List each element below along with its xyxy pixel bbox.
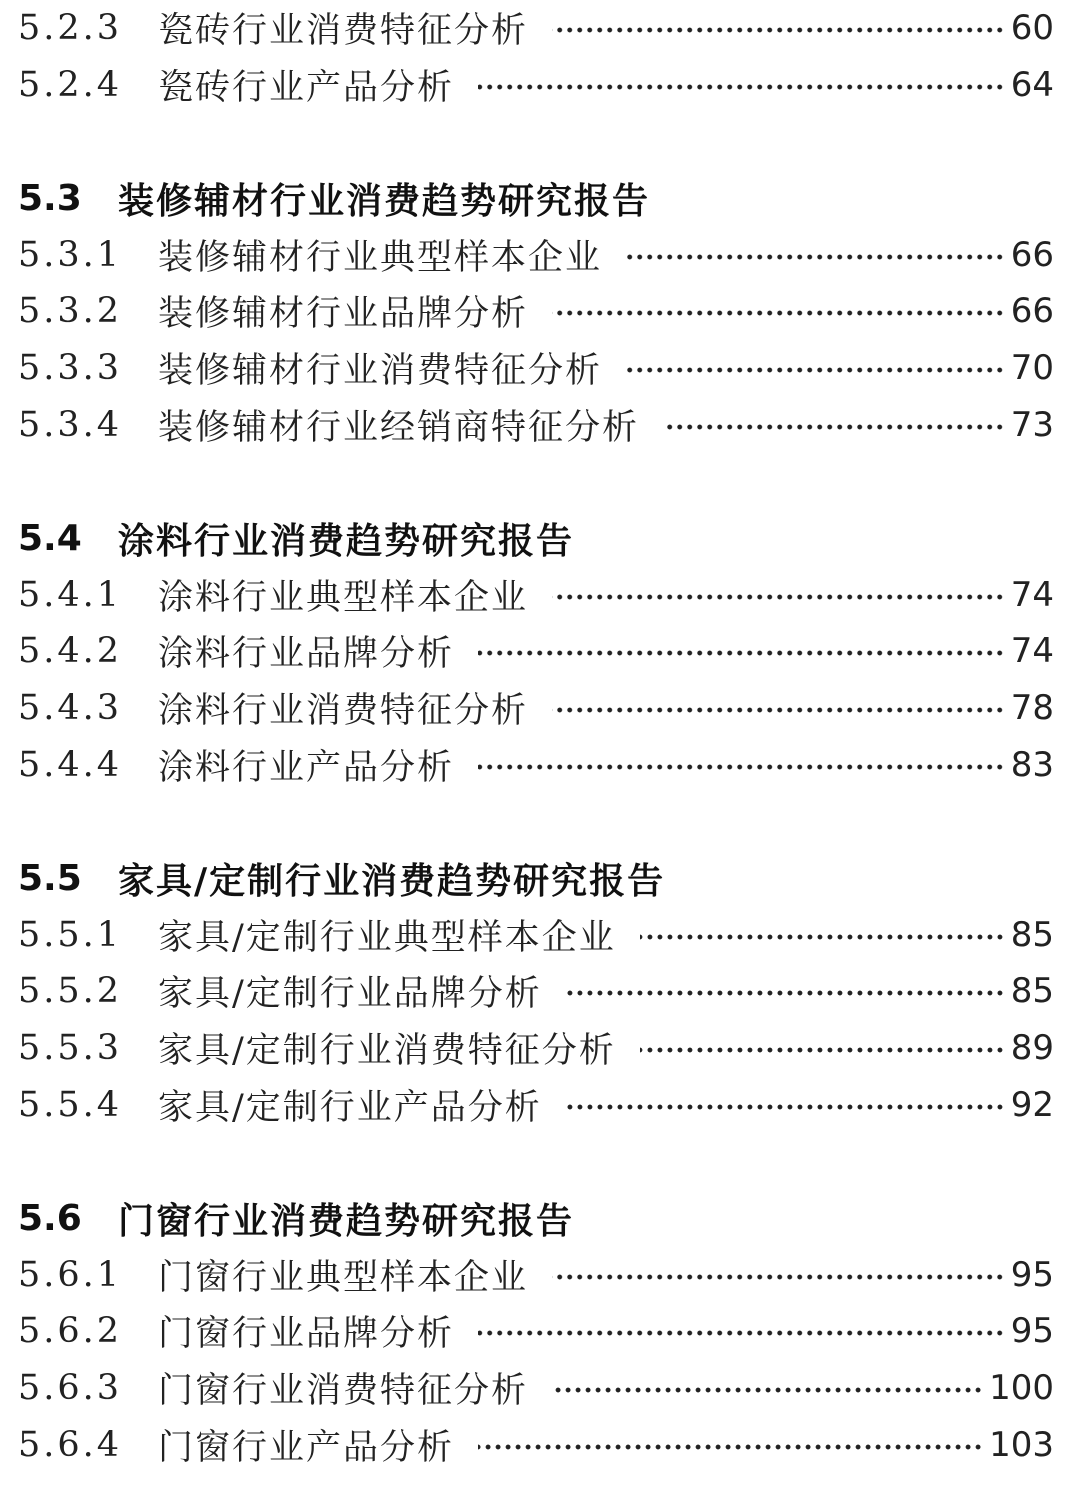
toc-entry[interactable] [18, 0, 1054, 56]
toc-entry-title: 门窗行业产品分析 [158, 1428, 455, 1468]
toc-dot-leader [566, 990, 1005, 996]
toc-entry[interactable] [18, 907, 1054, 963]
toc-entry-number: 5.4.1 [18, 575, 123, 615]
toc-page-number: 95 [1010, 1311, 1054, 1351]
toc-entry-title: 门窗行业消费特征分析 [158, 1371, 529, 1411]
toc-entry-title: 装修辅材行业典型样本企业 [158, 238, 603, 278]
toc-entry-title: 装修辅材行业消费趋势研究报告 [118, 180, 651, 222]
toc-entry-number: 5.3.1 [18, 235, 123, 275]
toc-dot-leader [552, 707, 1005, 713]
toc-entry[interactable] [18, 1360, 1054, 1416]
toc-entry-number: 5.5.3 [18, 1028, 123, 1068]
toc-entry[interactable] [18, 283, 1054, 339]
toc-page-number: 70 [1010, 348, 1054, 388]
toc-dot-leader [552, 27, 1005, 33]
toc-page-number: 66 [1010, 235, 1054, 275]
toc-entry[interactable] [18, 1020, 1054, 1076]
toc-entry[interactable] [18, 1247, 1054, 1303]
toc-entry-number: 5.3.2 [18, 291, 123, 331]
toc-entry-title: 门窗行业典型样本企业 [158, 1258, 529, 1298]
toc-entry-title: 家具/定制行业消费特征分析 [158, 1031, 616, 1071]
toc-entry[interactable] [18, 1303, 1054, 1359]
toc-entry-number: 5.3 [18, 177, 82, 219]
toc-section-heading [18, 170, 1054, 226]
toc-entry-title: 家具/定制行业消费趋势研究报告 [118, 860, 666, 902]
toc-dot-leader [478, 764, 1005, 770]
toc-page-number: 66 [1010, 291, 1054, 331]
toc-entry[interactable] [18, 963, 1054, 1019]
toc-page-number: 64 [1010, 65, 1054, 105]
toc-dot-leader [478, 1444, 983, 1450]
toc-page-number: 100 [989, 1368, 1054, 1408]
toc-page-number: 85 [1010, 915, 1054, 955]
toc-entry-title: 涂料行业消费趋势研究报告 [118, 520, 575, 562]
toc-page-number: 95 [1010, 1255, 1054, 1295]
toc-dot-leader [640, 934, 1005, 940]
toc-entry[interactable] [18, 567, 1054, 623]
toc-entry-number: 5.3.4 [18, 405, 123, 445]
toc-entry-number: 5.5.4 [18, 1085, 123, 1125]
toc-dot-leader [478, 650, 1005, 656]
toc-page-number: 73 [1010, 405, 1054, 445]
toc-dot-leader [478, 84, 1005, 90]
toc-entry-title: 涂料行业典型样本企业 [158, 578, 529, 618]
toc-entry-title: 家具/定制行业典型样本企业 [158, 918, 616, 958]
toc-entry[interactable] [18, 397, 1054, 453]
toc-entry-number: 5.6.4 [18, 1425, 123, 1465]
toc-entry-title: 瓷砖行业消费特征分析 [158, 11, 529, 51]
toc-entry-number: 5.4.2 [18, 631, 123, 671]
toc-dot-leader [552, 1387, 983, 1393]
toc-entry-title: 家具/定制行业品牌分析 [158, 974, 542, 1014]
toc-dot-leader [566, 1104, 1005, 1110]
toc-section-heading [18, 850, 1054, 906]
toc-page-number: 74 [1010, 575, 1054, 615]
toc-entry[interactable] [18, 623, 1054, 679]
toc-page-number: 92 [1010, 1085, 1054, 1125]
toc-entry[interactable] [18, 1077, 1054, 1133]
toc-entry-title: 装修辅材行业品牌分析 [158, 294, 529, 334]
toc-entry-number: 5.3.3 [18, 348, 123, 388]
toc-entry-number: 5.2.4 [18, 65, 123, 105]
toc-dot-leader [478, 1330, 1005, 1336]
toc-dot-leader [626, 367, 1005, 373]
toc-section-heading [18, 510, 1054, 566]
toc-dot-leader [640, 1047, 1005, 1053]
toc-page-number: 60 [1010, 8, 1054, 48]
toc-entry[interactable] [18, 1417, 1054, 1473]
toc-dot-leader [552, 1274, 1005, 1280]
toc-page-number: 103 [989, 1425, 1054, 1465]
toc-entry-title: 瓷砖行业产品分析 [158, 68, 455, 108]
toc-entry[interactable] [18, 680, 1054, 736]
toc-dot-leader [663, 424, 1005, 430]
toc-dot-leader [552, 594, 1005, 600]
toc-entry-title: 门窗行业消费趋势研究报告 [118, 1200, 575, 1242]
toc-entry[interactable] [18, 737, 1054, 793]
toc-entry[interactable] [18, 57, 1054, 113]
toc-entry-number: 5.4 [18, 517, 82, 559]
toc-page-number: 74 [1010, 631, 1054, 671]
toc-entry[interactable] [18, 340, 1054, 396]
toc-section-heading [18, 1190, 1054, 1246]
toc-entry-title: 门窗行业品牌分析 [158, 1314, 455, 1354]
toc-entry-number: 5.6.1 [18, 1255, 123, 1295]
toc-page-number: 89 [1010, 1028, 1054, 1068]
toc-entry-number: 5.4.4 [18, 745, 123, 785]
toc-dot-leader [626, 254, 1005, 260]
toc-entry-number: 5.5.1 [18, 915, 123, 955]
toc-page-number: 85 [1010, 971, 1054, 1011]
toc-entry-title: 涂料行业产品分析 [158, 748, 455, 788]
toc-entry[interactable] [18, 227, 1054, 283]
toc-entry-number: 5.5 [18, 857, 82, 899]
toc-dot-leader [552, 310, 1005, 316]
toc-entry-number: 5.5.2 [18, 971, 123, 1011]
toc-page-number: 83 [1010, 745, 1054, 785]
toc-entry-number: 5.2.3 [18, 8, 123, 48]
toc-entry-number: 5.6.3 [18, 1368, 123, 1408]
toc-entry-number: 5.6.2 [18, 1311, 123, 1351]
toc-entry-title: 涂料行业消费特征分析 [158, 691, 529, 731]
toc-entry-number: 5.4.3 [18, 688, 123, 728]
toc-entry-title: 涂料行业品牌分析 [158, 634, 455, 674]
toc-entry-title: 装修辅材行业经销商特征分析 [158, 408, 640, 448]
toc-entry-title: 家具/定制行业产品分析 [158, 1088, 542, 1128]
toc-entry-title: 装修辅材行业消费特征分析 [158, 351, 603, 391]
toc-entry-number: 5.6 [18, 1197, 82, 1239]
toc-page-number: 78 [1010, 688, 1054, 728]
